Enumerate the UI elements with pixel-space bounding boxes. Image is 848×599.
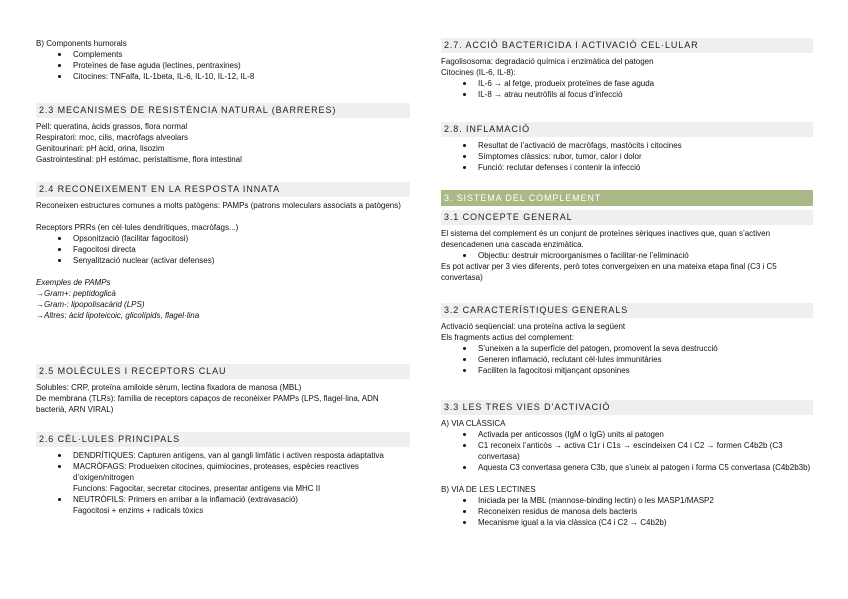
humoral-list: [36, 49, 410, 82]
list-item: [36, 494, 410, 516]
list-item: Faciliten la fagocitosi mitjançant opsonines: [441, 365, 813, 376]
list-item: S’uneixen a la superfície del patogen, promovent la seva destrucció: [441, 343, 813, 354]
text-line: Solubles: CRP, proteïna amiloide sèrum, lectina fixadora de manosa (MBL): [36, 383, 302, 392]
inflammation-list: [441, 140, 813, 173]
section-title: 3.1 CONCEPTE GENERAL: [441, 210, 813, 225]
text-line: Fagolisosoma: degradació química i enzimàtica del patogen: [441, 57, 654, 66]
list-item: Senyalització nuclear (activar defenses): [36, 255, 410, 266]
section-3-2: [441, 303, 813, 376]
list-item: DENDRÍTIQUES: Capturen antígens, van al gangli limfàtic i activen resposta adaptativa: [36, 450, 410, 461]
text-line: Gastrointestinal: pH estómac, peristaltisme, flora intestinal: [36, 155, 242, 164]
section-2-6: [36, 432, 410, 516]
cells-list: [36, 450, 410, 516]
list-item: Reconeixen residus de manosa dels bacteris: [441, 506, 813, 517]
section-2-8: [441, 122, 813, 173]
list-item: Resultat de l’activació de macròfags, mastòcits i citocines: [441, 140, 813, 151]
humoral-components: [36, 38, 410, 82]
intro-text: El sistema del complement és un conjunt de proteïnes sèriques inactives que, quan s’activen desencadenen una cascada enzimàtica.: [441, 229, 771, 249]
prr-text: Receptors PRRs (en cèl·lules dendrítiques, macròfags...): [36, 223, 239, 232]
section-title: 3.3 LES TRES VIES D’ACTIVACIÓ: [441, 400, 813, 415]
list-item: Mecanisme igual a la via clàssica (C4 i C2 → C4b2b): [441, 517, 813, 528]
section-2-7: [441, 38, 813, 100]
section-title: 2.3 MECANISMES DE RESISTÈNCIA NATURAL (BARRERES): [36, 103, 410, 118]
example-line: →Gram-: lipopolisacàrid (LPS): [36, 300, 145, 309]
list-item: Funció: reclutar defenses i contenir la infecció: [441, 162, 813, 173]
list-item-text: MACRÒFAGS: Produeixen citocines, quimiocines, proteases, espècies reactives d’oxigen/nitrogen: [73, 462, 359, 482]
list-item: Objectiu: destruir microorganismes o facilitar-ne l’eliminació: [441, 250, 813, 261]
objective-list: [441, 250, 813, 261]
text-line: Activació seqüencial: una proteïna activa la següent: [441, 322, 626, 331]
section-3: [441, 190, 813, 206]
intro-text: Reconeixen estructures comunes a molts patògens: PAMPs (patrons moleculars associats a patògens): [36, 201, 401, 210]
section-2-5: [36, 364, 410, 415]
prr-list: [36, 233, 410, 266]
via-a-list: [441, 429, 813, 473]
text-line: Genitourinari: pH àcid, orina, lisozim: [36, 144, 165, 153]
list-item: [36, 461, 410, 494]
section-title: 2.8. INFLAMACIÓ: [441, 122, 813, 137]
section-2-3: [36, 103, 410, 165]
text-line: Citocines (IL-6, IL-8):: [441, 68, 516, 77]
via-a-title: A) VIA CLÀSSICA: [441, 419, 506, 428]
example-line: →Gram+: peptidoglicà: [36, 289, 116, 298]
list-item-extra: Fagocitosi + enzims + radicals tòxics: [73, 506, 204, 515]
section-2-4: [36, 182, 410, 321]
text-line: Pell: queratina, àcids grassos, flora normal: [36, 122, 188, 131]
text-line: Respiratori: moc, cilis, macròfags alveolars: [36, 133, 189, 142]
section-title: 2.5 MOLÈCULES I RECEPTORS CLAU: [36, 364, 410, 379]
list-item: Generen inflamació, reclutant cèl·lules immunitàries: [441, 354, 813, 365]
list-item: IL-8 → atrau neutròfils al focus d’infecció: [441, 89, 813, 100]
list-item: Fagocitosi directa: [36, 244, 410, 255]
list-item: Opsonització (facilitar fagocitosi): [36, 233, 410, 244]
features-list: [441, 343, 813, 376]
examples-title: Exemples de PAMPs: [36, 278, 111, 287]
list-item: Iniciada per la MBL (mannose-binding lectin) o les MASP1/MASP2: [441, 495, 813, 506]
text-line: De membrana (TLRs): família de receptors capaços de reconèixer PAMPs (LPS, flagel·lina, ADN bacterià, ARN VIRAL): [36, 394, 379, 414]
list-item: Citocines: TNFalfa, IL-1beta, IL-6, IL-10, IL-12, IL-8: [36, 71, 410, 82]
list-item: IL-6 → al fetge, produeix proteïnes de fase aguda: [441, 78, 813, 89]
list-item: Complements: [36, 49, 410, 60]
via-b-title: B) VIA DE LES LECTINES: [441, 485, 536, 494]
section-title: 2.7. ACCIÓ BACTERICIDA I ACTIVACIÓ CEL·LULAR: [441, 38, 813, 53]
cytokine-list: [441, 78, 813, 100]
list-item-text: NEUTRÒFILS: Primers en arribar a la inflamació (extravasació): [73, 495, 298, 504]
list-item: Proteïnes de fase aguda (lectines, pentraxines): [36, 60, 410, 71]
list-item: Símptomes clàssics: rubor, tumor, calor i dolor: [441, 151, 813, 162]
text-line: Els fragments actius del complement:: [441, 333, 574, 342]
humoral-heading: B) Components humorals: [36, 39, 127, 48]
section-title: 2.4 RECONEIXEMENT EN LA RESPOSTA INNATA: [36, 182, 410, 197]
section-title: 2.6 CÈL·LULES PRINCIPALS: [36, 432, 410, 447]
section-3-3: [441, 400, 813, 528]
list-item: Aquesta C3 convertasa genera C3b, que s’uneix al patogen i forma C5 convertasa (C4b2b3b): [441, 462, 813, 473]
via-b-list: [441, 495, 813, 528]
chapter-title: 3. SISTEMA DEL COMPLEMENT: [441, 190, 813, 206]
example-line: →Altres: àcid lipoteicoic, glicolípids, flagel·lina: [36, 311, 200, 320]
list-item: Activada per anticossos (IgM o IgG) units al patogen: [441, 429, 813, 440]
list-item-extra: Funcions: Fagocitar, secretar citocines, presentar antígens via MHC II: [73, 484, 321, 493]
list-item: C1 reconeix l’anticòs → activa C1r i C1s → escindeixen C4 i C2 → formen C4b2b (C3 convertasa): [441, 440, 813, 462]
section-title: 3.2 CARACTERÍSTIQUES GENERALS: [441, 303, 813, 318]
outro-text: Es pot activar per 3 vies diferents, però totes convergeixen en una mateixa etapa final (C3 i C5 convertasa): [441, 262, 777, 282]
section-3-1: [441, 210, 813, 283]
